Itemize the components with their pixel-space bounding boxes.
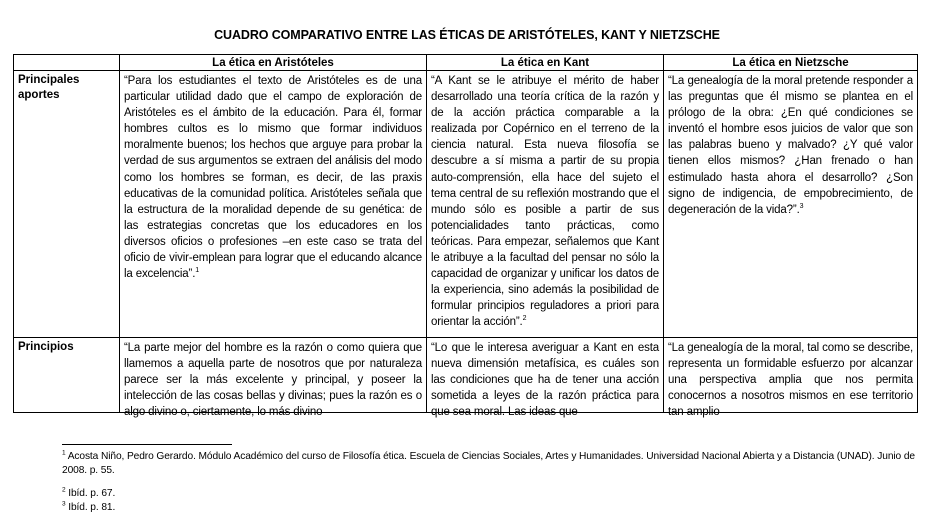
- footnote-3: [62, 501, 922, 515]
- cell-nietzsche-principios: [664, 338, 918, 419]
- cell-kant-principios: [427, 338, 664, 419]
- footnote-ref: 2: [522, 315, 527, 323]
- footnote-number: 2: [62, 486, 66, 494]
- cell-aristoteles-aportes: [120, 71, 427, 338]
- footnote-text: Ibíd. p. 67.: [68, 488, 116, 499]
- cell-text: “La parte mejor del hombre es la razón o como quiera que llamemos a aquella parte de nosotros que por naturaleza parece ser la más excelente y principal, y poseer la intelección de las cosas bellas y divinas; pues la razón es o algo divino o, ciertamente, lo más divino: [124, 342, 422, 419]
- footnote-number: 3: [62, 500, 66, 508]
- footnote-2: [62, 487, 922, 501]
- comparison-table-container: [13, 54, 917, 424]
- document-title: CUADRO COMPARATIVO ENTRE LAS ÉTICAS DE ARISTÓTELES, KANT Y NIETZSCHE: [214, 28, 720, 42]
- footnote-text: Acosta Niño, Pedro Gerardo. Módulo Académico del curso de Filosofía ética. Escuela de Ciencias Sociales, Artes y Humanidades. Universidad Nacional Abierta y a Distancia (UNAD). Junio de 2008. p. 55.: [62, 451, 915, 476]
- row-label-principios: Principios: [14, 338, 120, 413]
- table-row: [14, 338, 918, 413]
- footnote-ref: 3: [799, 202, 804, 210]
- cell-text: “La genealogía de la moral pretende responder a las preguntas que él mismo se plantea en el prólogo de la obra: ¿En qué condiciones se inventó el hombre esos juicios de valor que son las palabras bueno y malvado? ¿Y qué valor tienen ellos mismos? ¿Han frenado o han estimulado hasta ahora el desarrollo? ¿Son signo de indigencia, de empobrecimiento, de degeneración de la vida?”.: [668, 75, 913, 216]
- comparison-table: [13, 54, 918, 419]
- cell-kant-aportes: [427, 71, 664, 338]
- header-kant: La ética en Kant: [427, 55, 664, 71]
- cell-text: “A Kant se le atribuye el mérito de haber desarrollado una teoría crítica de la razón y de la acción práctica comparable a la realizada por Copérnico en el terreno de la ciencia natural. Esta nueva filosofía se descubre a sí misma a partir de su propia auto-comprensión, ella hace del sujeto el tema central de su reflexión mostrando que el mundo sólo es posible a partir de sus potencialidades tanto prácticas, como teóricas. Para empezar, señalemos que Kant le atribuye a la facultad del pensar no sólo la capacidad de organizar y unificar los datos de la experiencia, sino además la posibilidad de formular principios reguladores a priori para orientar la acción”.: [431, 75, 659, 329]
- footnote-text: Ibíd. p. 81.: [68, 502, 116, 513]
- cell-text: “Para los estudiantes el texto de Aristóteles es de una particular utilidad dado que el campo de exploración de Aristóteles es el ámbito de la educación. Para él, formar hombres cultos es lo mismo que formar individuos moralmente buenos; los hechos que arguye para probar la verdad de sus argumentos se extraen del análisis del modo como los hombres se forman, es decir, de las praxis educativas de la comunidad política. Aristóteles señala que la estructura de la moralidad depende de su genética: de las estrategias concretas que los educadores en los diversos oficios o profesiones –en este caso se trata del oficio de vivir-emplean para lograr que el educando alcance la excelencia”.: [124, 75, 422, 281]
- header-nietzsche: La ética en Nietzsche: [664, 55, 918, 71]
- cell-text: “La genealogía de la moral, tal como se describe, representa un formidable esfuerzo por alcanzar una perspectiva amplia que nos permita conocernos a nosotros mismos en ese territorio tan amplio: [668, 342, 913, 419]
- footnote-number: 1: [62, 449, 66, 457]
- footnote-separator: [62, 444, 232, 445]
- footnote-1: [62, 450, 922, 478]
- cell-text: “Lo que le interesa averiguar a Kant en esta nueva dimensión metafísica, es cuáles son las condiciones que ha de tener una acción sometida a leyes de la razón práctica para que sea moral. Las ideas que: [431, 342, 659, 419]
- footnotes: [62, 450, 922, 515]
- header-aristoteles: La ética en Aristóteles: [120, 55, 427, 71]
- header-empty: [14, 55, 120, 71]
- cell-nietzsche-aportes: [664, 71, 918, 338]
- table-row: [14, 71, 918, 338]
- row-label-principales-aportes: Principales aportes: [14, 71, 120, 338]
- table-header-row: [14, 55, 918, 71]
- cell-aristoteles-principios: [120, 338, 427, 419]
- footnote-ref: 1: [195, 267, 200, 275]
